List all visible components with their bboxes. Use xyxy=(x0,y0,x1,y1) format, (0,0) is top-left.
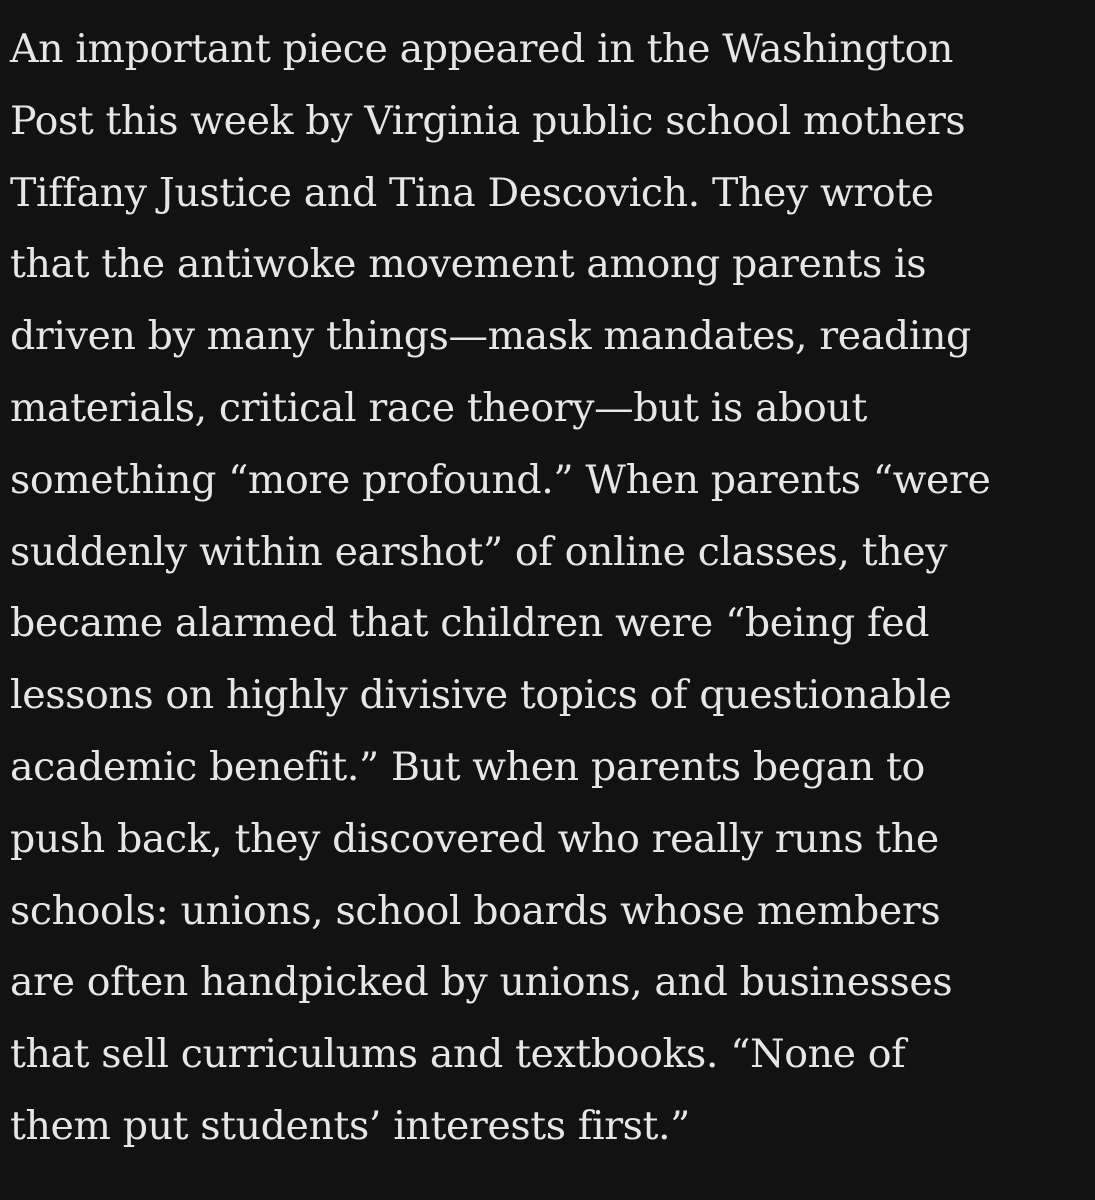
paragraph-line: Tiffany Justice and Tina Descovich. They wrote xyxy=(10,169,934,216)
paragraph-line: lessons on highly divisive topics of questionable xyxy=(10,672,952,719)
paragraph-line: something “more profound.” When parents “were xyxy=(10,456,991,503)
paragraph-line: that the antiwoke movement among parents is xyxy=(10,241,927,288)
paragraph-line: are often handpicked by unions, and businesses xyxy=(10,959,953,1006)
paragraph-line: push back, they discovered who really runs the xyxy=(10,815,939,862)
paragraph-line: materials, critical race theory—but is about xyxy=(10,384,867,431)
paragraph-line: that sell curriculums and textbooks. “None of xyxy=(10,1031,906,1078)
paragraph-line: academic benefit.” But when parents began to xyxy=(10,743,925,790)
paragraph-line: suddenly within earshot” of online classes, they xyxy=(10,528,948,575)
paragraph-line: driven by many things—mask mandates, reading xyxy=(10,313,971,360)
paragraph-line: schools: unions, school boards whose members xyxy=(10,887,941,934)
paragraph-line: Post this week by Virginia public school mothers xyxy=(10,97,966,144)
paragraph-line: became alarmed that children were “being fed xyxy=(10,600,930,647)
paragraph-line: them put students’ interests first.” xyxy=(10,1102,690,1149)
paragraph-line: An important piece appeared in the Washington xyxy=(10,26,954,72)
article-paragraph xyxy=(10,14,1090,1163)
